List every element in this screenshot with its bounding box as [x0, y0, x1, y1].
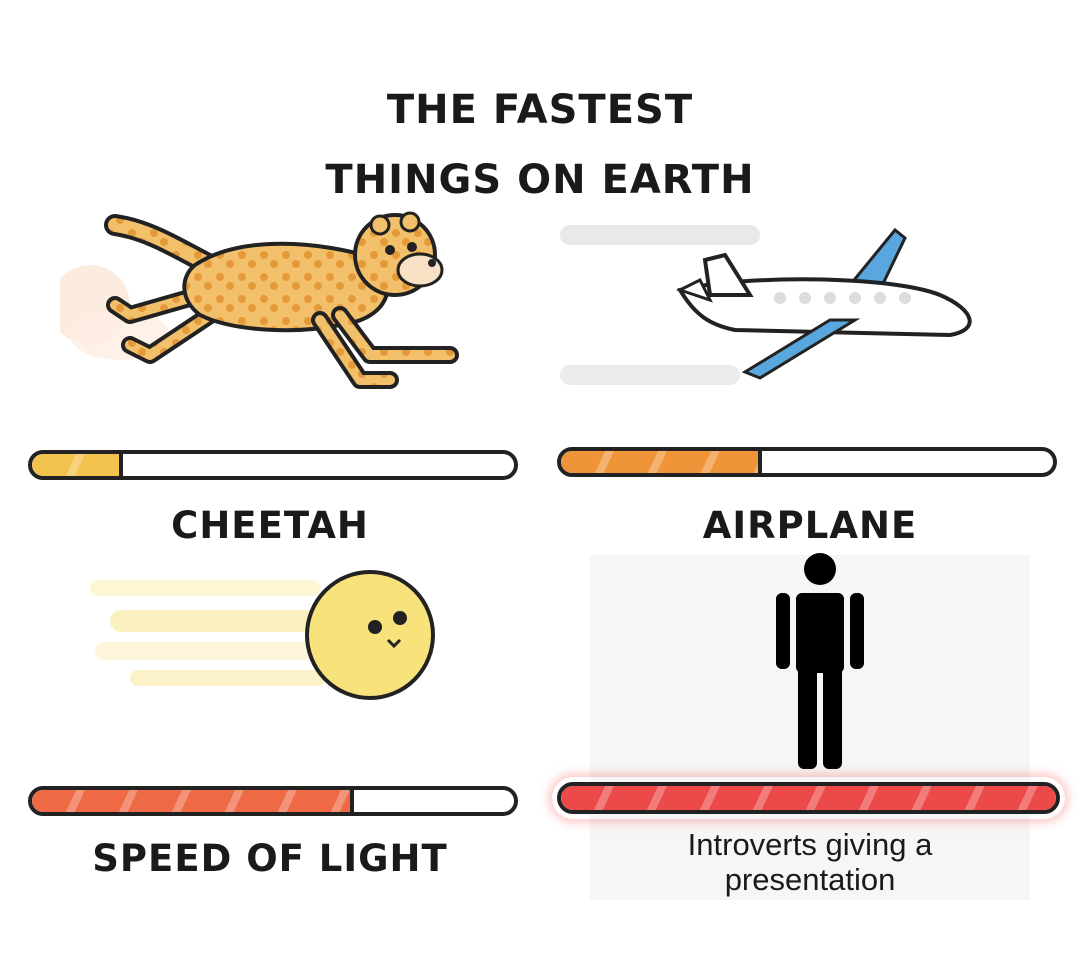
airplane-icon	[560, 220, 1000, 395]
title-line-2: THINGS ON EARTH	[325, 157, 755, 203]
light-speed-bar	[28, 786, 518, 816]
introverts-label	[590, 828, 1030, 897]
cheetah-speed-fill	[32, 454, 123, 476]
introverts-label-line-2: presentation	[724, 861, 896, 897]
airplane-speed-bar	[557, 447, 1057, 477]
introverts-label-line-1: Introverts giving a	[687, 827, 933, 862]
introverts-speed-fill	[561, 786, 1056, 810]
light-ball-icon	[90, 560, 450, 710]
person-icon	[770, 553, 870, 773]
cheetah-label: CHEETAH	[171, 504, 369, 547]
cheetah-icon	[60, 205, 480, 405]
airplane-label: AIRPLANE	[702, 504, 918, 547]
title-line-1: THE FASTEST	[386, 87, 694, 133]
introverts-speed-bar	[557, 782, 1060, 814]
speed-of-light-label: SPEED OF LIGHT	[92, 837, 448, 880]
airplane-speed-fill	[561, 451, 762, 473]
cheetah-speed-bar	[28, 450, 518, 480]
light-speed-fill	[32, 790, 354, 812]
